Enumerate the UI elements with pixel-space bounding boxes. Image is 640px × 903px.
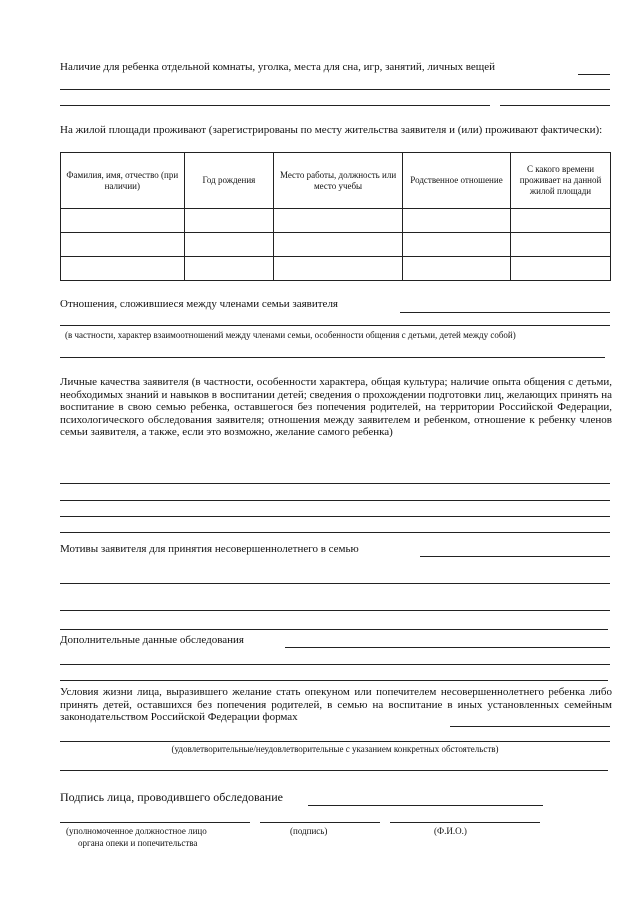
table-cell[interactable] [511,233,611,257]
official-label-line2: органа опеки и попечительства [78,838,198,848]
signature-name-field[interactable] [390,822,540,823]
living-conditions-text: Условия жизни лица, выразившего желание стать опекуном или попечителем несовершеннолетнего ребенка либо принять детей, оставшихся без попечения родителей, в семью на воспитание в иных установленных семейным законодательством Российской Федерации формах [60,686,612,724]
family-relations-label: Отношения, сложившиеся между членами семьи заявителя [60,298,338,310]
personal-qualities-field[interactable] [60,500,610,501]
header-relation: Родственное отношение [402,153,510,209]
residents-table-header [61,153,611,209]
official-position-field[interactable] [60,822,250,823]
table-cell[interactable] [402,257,510,281]
table-row [61,233,611,257]
room-availability-label: Наличие для ребенка отдельной комнаты, уголка, места для сна, игр, занятий, личных вещей [60,61,496,73]
header-full-name: Фамилия, имя, отчество (при наличии) [61,153,185,209]
personal-qualities-text: Личные качества заявителя (в частности, особенности характера, общая культура; наличие опыта общения с детьми, необходимых знаний и навыков в воспитании детей; сведения о прохождении подготовки лиц, желающих принять на воспитание в свою семью ребенка, оставшегося без попечения родителей, на территории Российской Федерации, психологического обследования заявителя; отношения между заявителем и ребенком, отношение к ребенку членов семьи заявителя, а также, если это возможно, желание самого ребенка) [60,376,612,439]
family-relations-field-line3[interactable] [60,357,605,358]
living-conditions-field-line3[interactable] [60,770,608,771]
motives-field-line2[interactable] [60,583,610,584]
room-availability-field[interactable] [578,74,610,75]
living-conditions-field-line2[interactable] [60,741,610,742]
table-cell[interactable] [274,257,403,281]
table-cell[interactable] [184,257,274,281]
sign-label: (подпись) [290,826,328,836]
signature-title: Подпись лица, проводившего обследование [60,790,283,804]
motives-label: Мотивы заявителя для принятия несовершеннолетнего в семью [60,543,359,555]
table-cell[interactable] [61,209,185,233]
personal-qualities-field[interactable] [60,532,610,533]
table-cell[interactable] [402,233,510,257]
table-cell[interactable] [511,209,611,233]
residents-table [60,152,611,281]
name-label: (Ф.И.О.) [434,826,467,836]
family-relations-field[interactable] [400,312,610,313]
official-label-line1: (уполномоченное должностное лицо [66,826,207,836]
motives-field-line4[interactable] [60,629,608,630]
family-relations-field-line2[interactable] [60,325,610,326]
room-availability-field-line3a[interactable] [60,105,490,106]
personal-qualities-field[interactable] [60,483,610,484]
table-cell[interactable] [274,233,403,257]
personal-qualities-field[interactable] [60,516,610,517]
living-conditions-field[interactable] [450,726,610,727]
additional-data-label: Дополнительные данные обследования [60,634,244,646]
table-row [61,257,611,281]
table-cell[interactable] [184,209,274,233]
room-availability-field-line2[interactable] [60,89,610,90]
table-cell[interactable] [402,209,510,233]
room-availability-field-line3b[interactable] [500,105,610,106]
family-relations-hint: (в частности, характер взаимоотношений между членами семьи, особенности общения с детьми, детей между собой) [65,330,516,340]
header-birth-year: Год рождения [184,153,274,209]
additional-data-field-line2[interactable] [60,664,610,665]
signature-sign-field[interactable] [260,822,380,823]
motives-field-line3[interactable] [60,610,610,611]
signature-field[interactable] [308,805,543,806]
table-cell[interactable] [274,209,403,233]
additional-data-field[interactable] [285,647,610,648]
header-workplace: Место работы, должность или место учебы [274,153,403,209]
table-cell[interactable] [61,233,185,257]
table-cell[interactable] [184,233,274,257]
motives-field[interactable] [420,556,610,557]
table-row [61,209,611,233]
living-conditions-hint: (удовлетворительные/неудовлетворительные с указанием конкретных обстоятельств) [171,744,499,754]
table-cell[interactable] [61,257,185,281]
table-cell[interactable] [511,257,611,281]
header-residence-since: С какого времени проживает на данной жилой площади [511,153,611,209]
residents-intro: На жилой площади проживают (зарегистрированы по месту жительства заявителя и (или) проживают фактически): [60,124,603,136]
additional-data-field-line3[interactable] [60,680,608,681]
